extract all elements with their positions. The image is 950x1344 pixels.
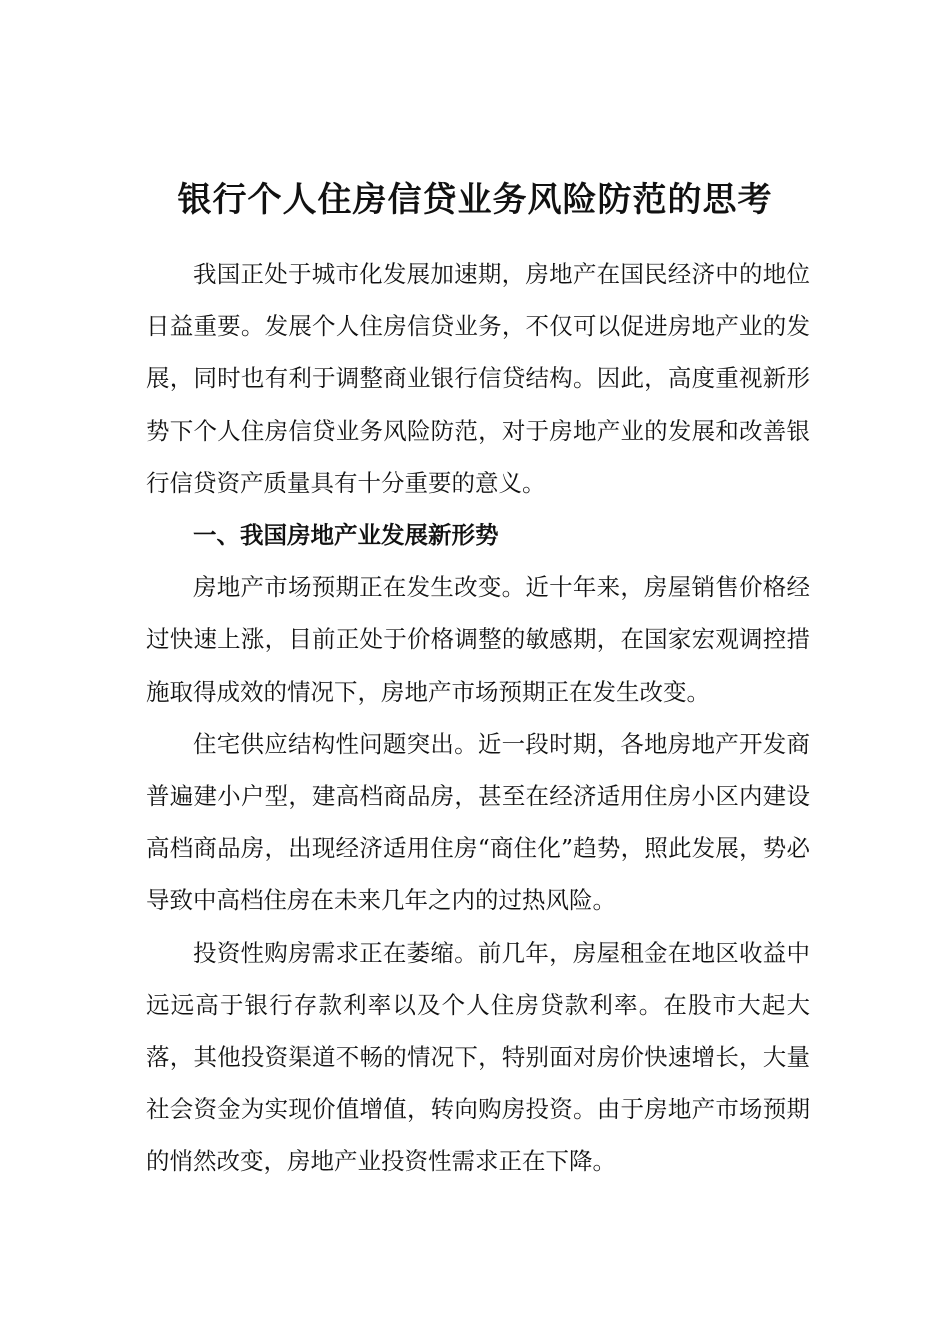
- section-paragraph-investment-demand: 投资性购房需求正在萎缩。前几年，房屋租金在地区收益中远远高于银行存款利率以及个人住房贷款利率。在股市大起大落，其他投资渠道不畅的情况下，特别面对房价快速增长，大量社会资金为实现价值增值，转向购房投资。由于房地产市场预期的悄然改变，房地产业投资性需求正在下降。: [146, 938, 810, 1176]
- section-heading: 一、我国房地产业发展新形势: [193, 521, 499, 550]
- document-body: [146, 248, 810, 1188]
- section-paragraph-market-expectation: 房地产市场预期正在发生改变。近十年来，房屋销售价格经过快速上涨，目前正处于价格调整的敏感期，在国家宏观调控措施取得成效的情况下，房地产市场预期正在发生改变。: [146, 573, 810, 706]
- document-title: 银行个人住房信贷业务风险防范的思考: [177, 180, 773, 220]
- intro-paragraph: 我国正处于城市化发展加速期，房地产在国民经济中的地位日益重要。发展个人住房信贷业务，不仅可以促进房地产业的发展，同时也有利于调整商业银行信贷结构。因此，高度重视新形势下个人住房信贷业务风险防范，对于房地产业的发展和改善银行信贷资产质量具有十分重要的意义。: [146, 260, 810, 497]
- section-paragraph-supply-structure: 住宅供应结构性问题突出。近一段时期，各地房地产开发商普遍建小户型，建高档商品房，甚至在经济适用住房小区内建设高档商品房，出现经济适用住房“商住化”趋势，照此发展，势必导致中高档住房在未来几年之内的过热风险。: [146, 729, 810, 915]
